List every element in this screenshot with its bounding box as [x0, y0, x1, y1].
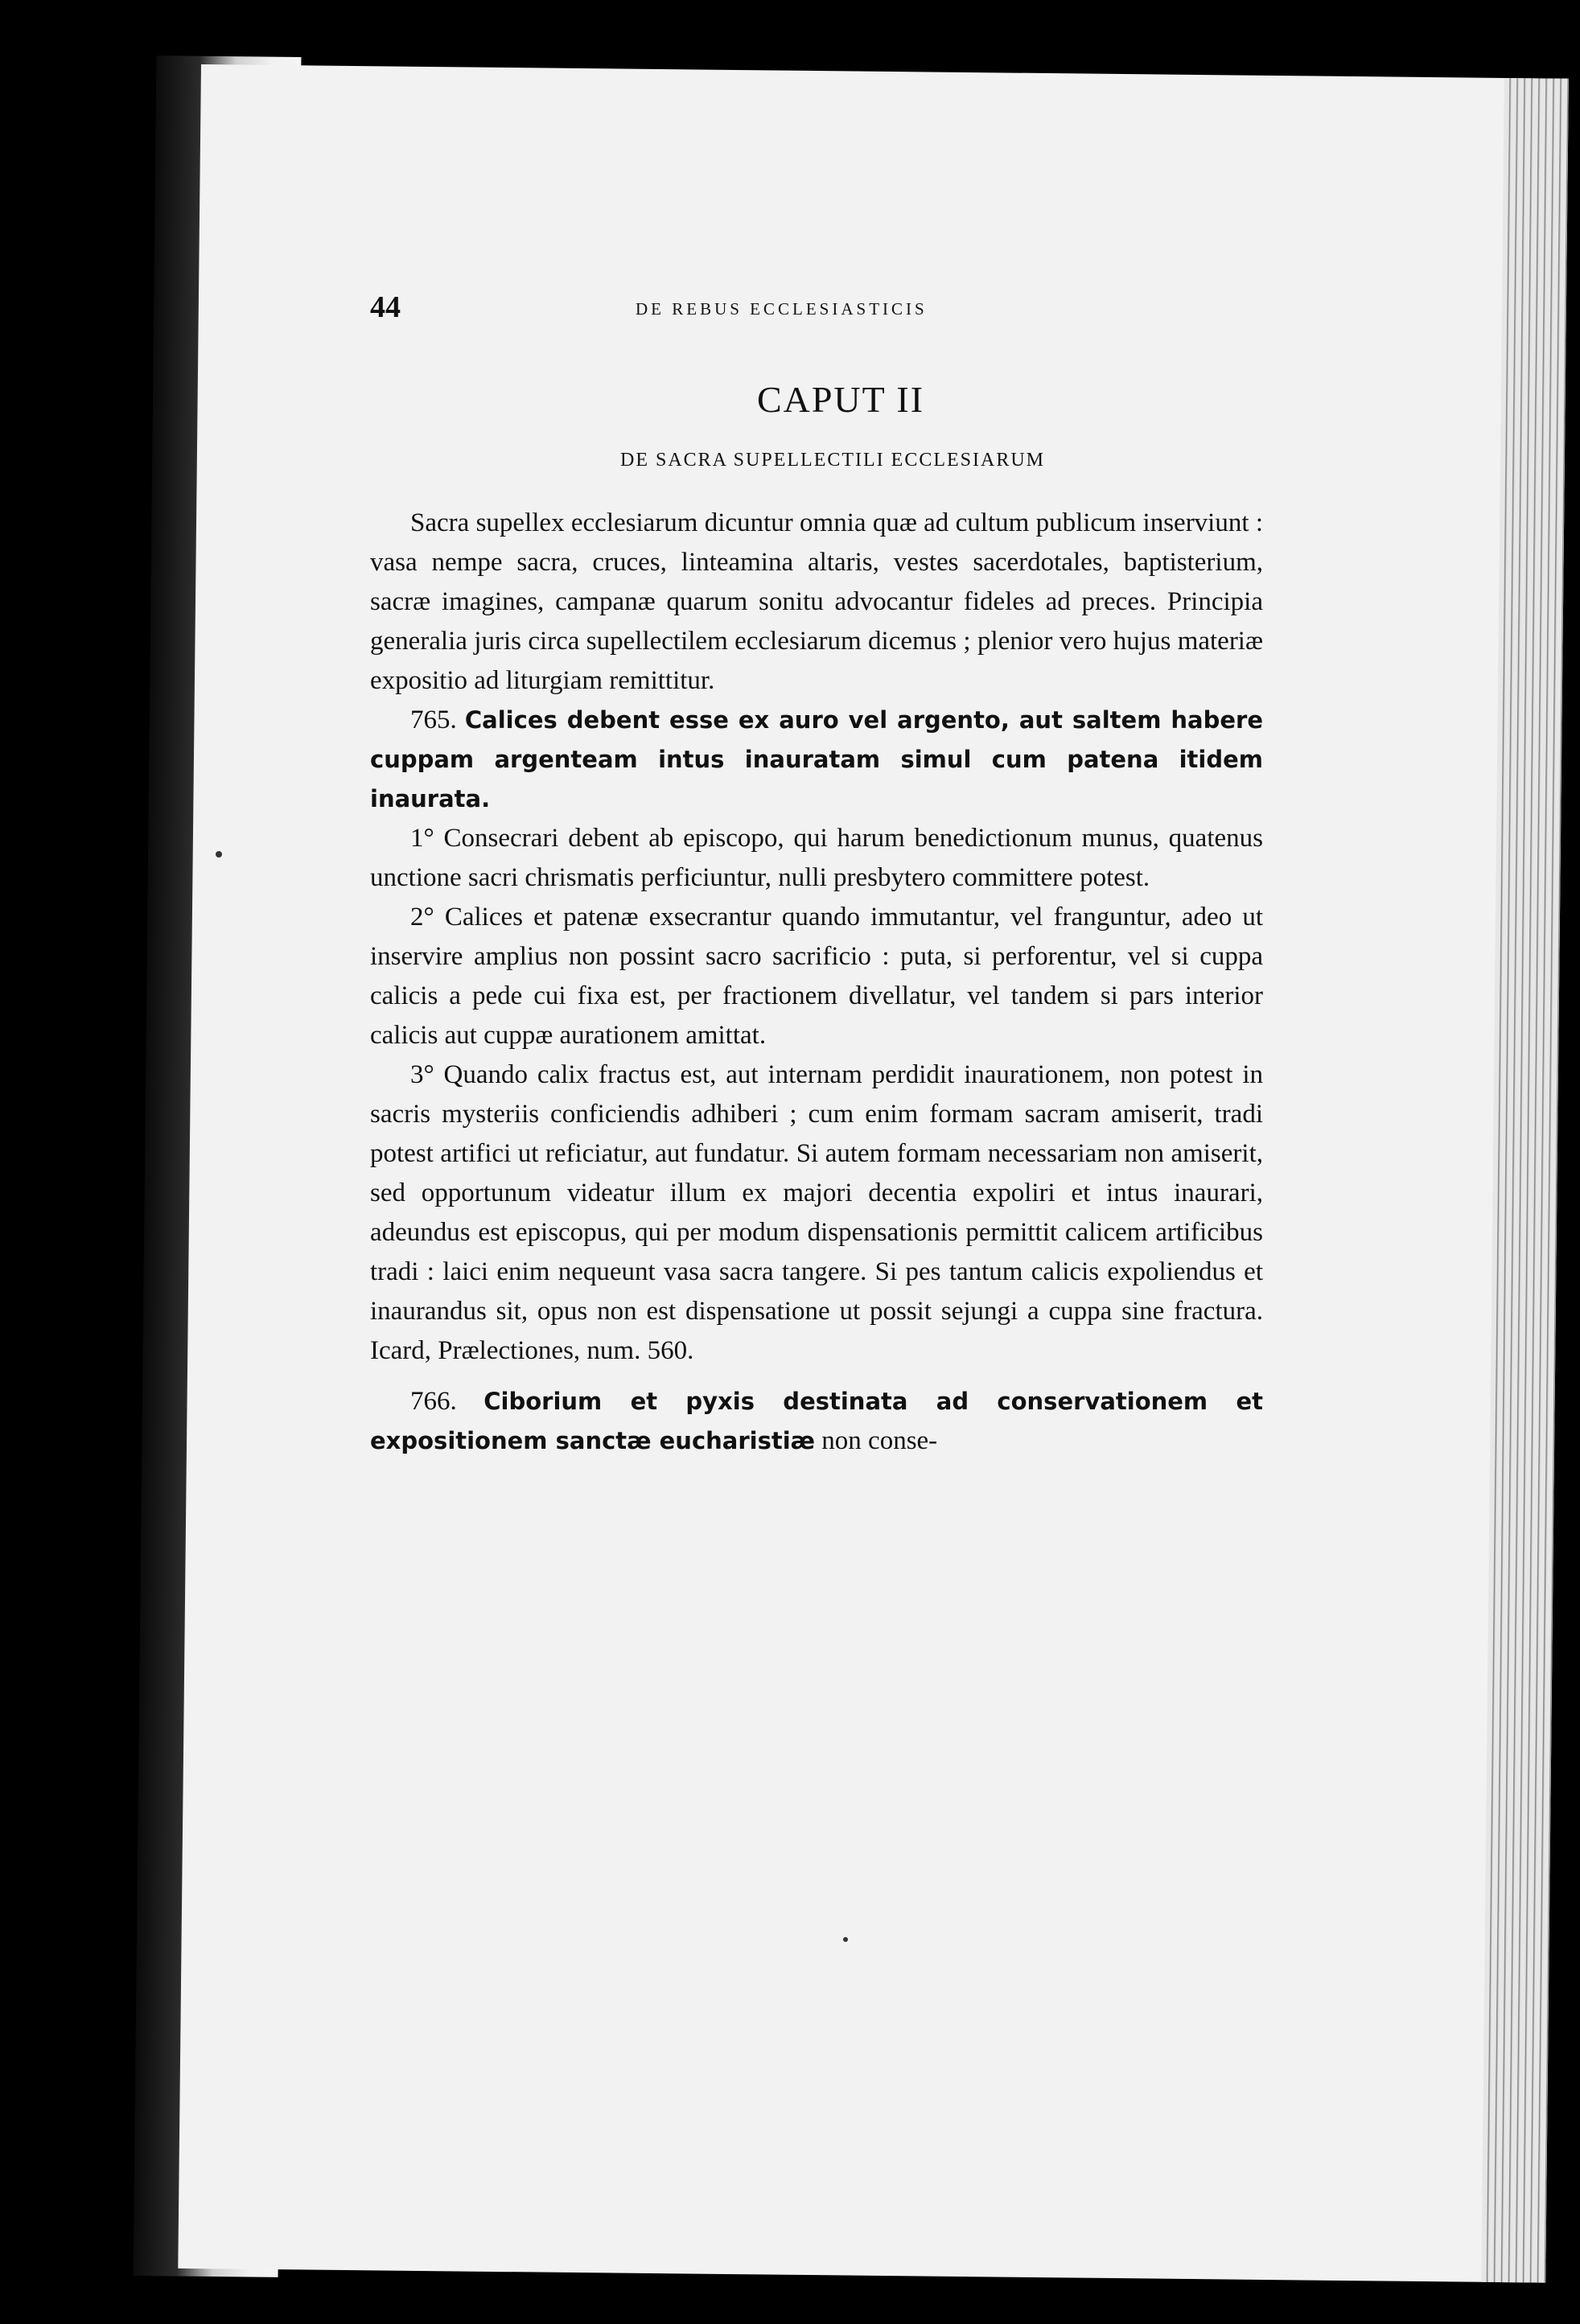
paragraph-2: 2° Calices et patenæ exsecrantur quando immutantur, vel franguntur, adeo ut inservire amplius non possint sacro sacrificio : puta, si perforentur, vel si cuppa calicis a pede cui fixa est, per fractionem divellatur, vel tandem si pars interior calicis aut cuppæ aurationem amittat. — [370, 903, 1263, 1050]
paragraph-1: 1° Consecrari debent ab episcopo, qui harum benedictionum munus, quatenus unctione sacri chrismatis perficiuntur, nulli presbytero committere potest. — [370, 824, 1263, 892]
section-766 — [370, 1382, 1263, 1461]
section-765 — [370, 701, 1263, 819]
dust-speck — [216, 851, 222, 858]
dust-speck — [843, 1937, 848, 1942]
section-continuation: non conse- — [821, 1426, 938, 1455]
running-head — [370, 290, 1263, 338]
text-block — [370, 290, 1263, 1461]
running-title: DE REBUS ECCLESIASTICIS — [636, 299, 928, 319]
section-heading: Ciborium et pyxis destinata ad conservationem et expositionem sanctæ eucharistiæ — [370, 1388, 1263, 1454]
page-edges — [1481, 78, 1569, 2283]
page-number: 44 — [370, 290, 401, 324]
chapter-title: CAPUT II — [756, 379, 925, 420]
paragraph-3: 3° Quando calix fractus est, aut internam perdidit inaurationem, non potest in sacris mysteriis conficiendis adhiberi ; cum enim formam sacram amiserit, tradi potest artifici ut reficiatur, aut fundatur. Si autem formam necessariam non amiserit, sed opportunum videatur illum ex majori decentia expoliri et intus inaurari, adeundus est episcopus, qui per modum dispensationis permittit calicem artificibus tradi : laici enim nequeunt vasa sacra tangere. Si pes tantum calicis expoliendus et inaurandus sit, opus non est dispensatione ut possit sejungi a cuppa sine fractura. Icard, Prælectiones, num. 560. — [370, 1060, 1263, 1365]
intro-paragraph: Sacra supellex ecclesiarum dicuntur omnia quæ ad cultum publicum inserviunt : vasa nempe sacra, cruces, linteamina altaris, vestes sacerdotales, baptisterium, sacræ imagines, campanæ quarum sonitu advocantur fideles ad preces. Principia generalia juris circa supellectilem ecclesiarum dicemus ; plenior vero hujus materiæ expositio ad liturgiam remittitur. — [370, 508, 1263, 695]
section-heading: Calices debent esse ex auro vel argento, aut saltem habere cuppam argenteam intus inauratam simul cum patena itidem inaurata. — [370, 706, 1264, 812]
chapter-subtitle: DE SACRA SUPELLECTILI ECCLESIARUM — [619, 450, 1046, 471]
section-number: 765. — [410, 705, 457, 734]
section-number: 766. — [410, 1387, 457, 1416]
